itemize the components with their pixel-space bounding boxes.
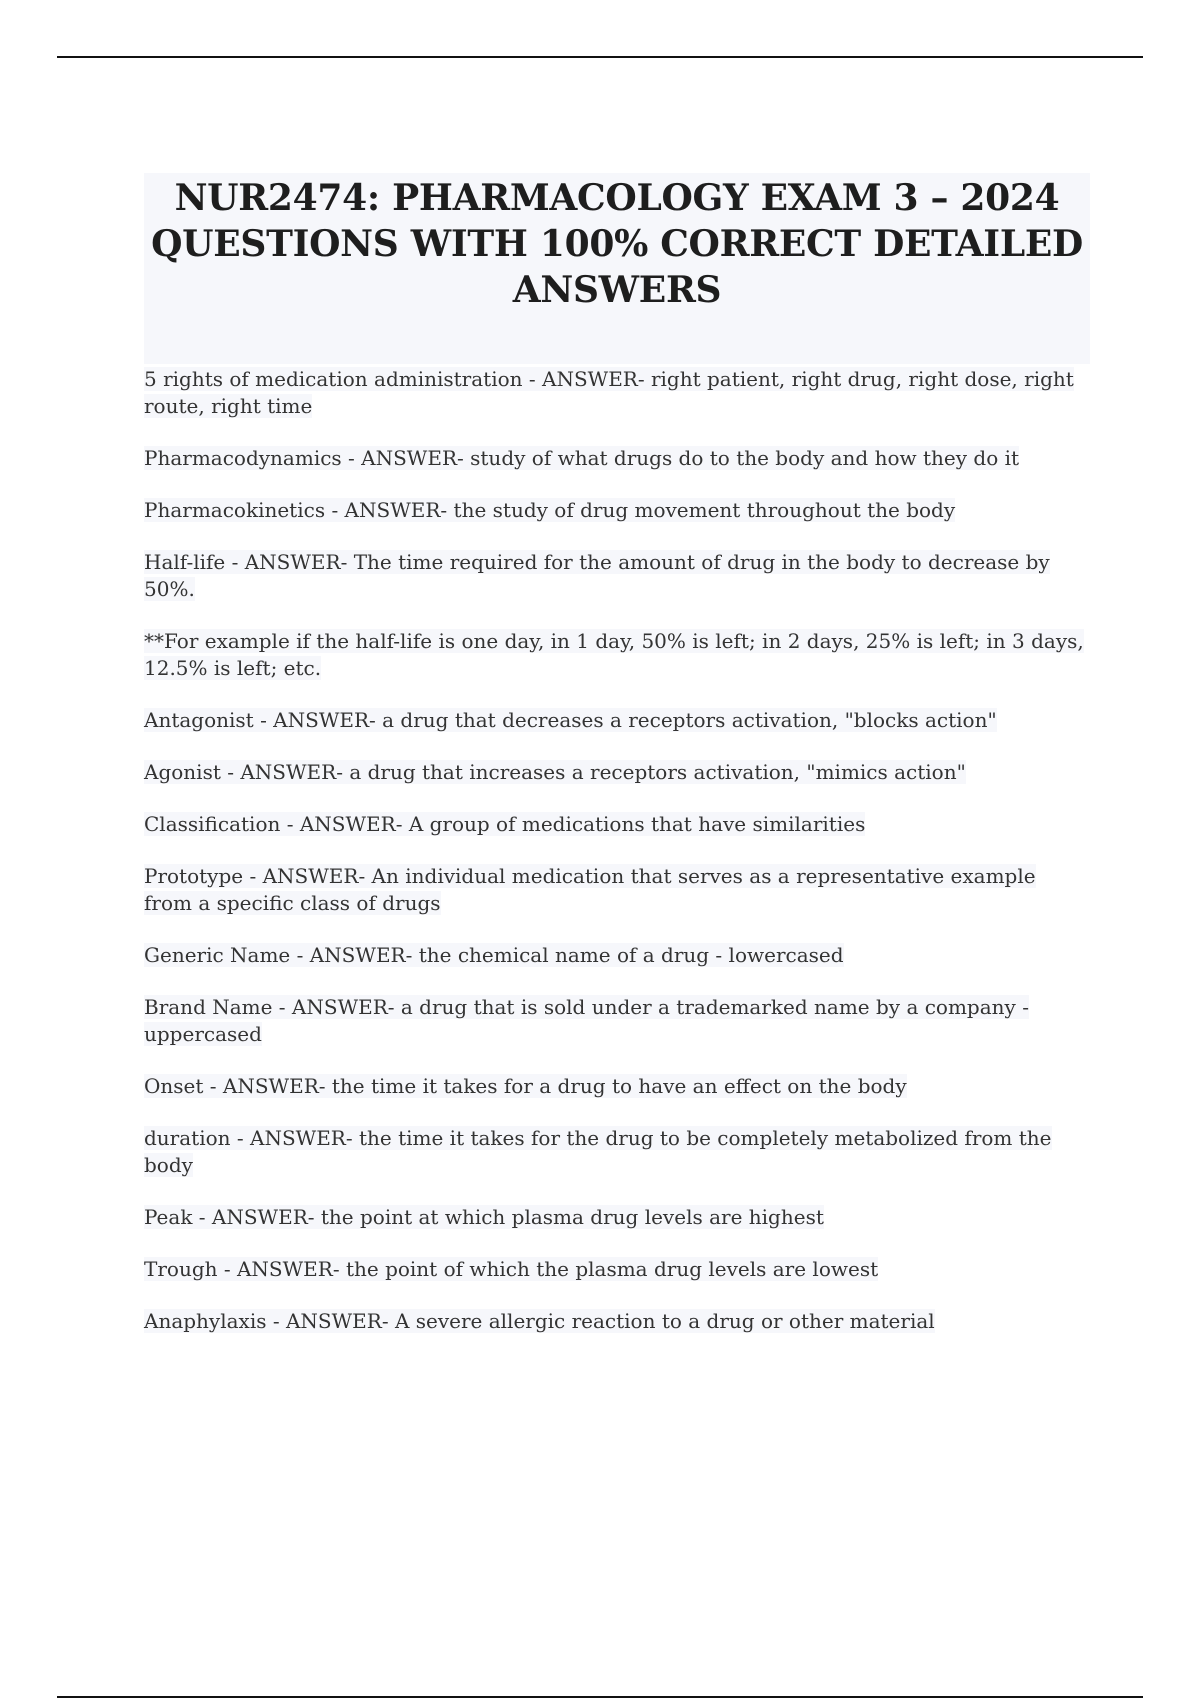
qa-list [144,366,1084,1360]
qa-item: Half-life - ANSWER- The time required for the amount of drug in the body to decrease by 50%. [144,550,1050,601]
qa-item: 5 rights of medication administration - ANSWER- right patient, right drug, right dose, right route, right time [144,367,1074,418]
qa-item: Agonist - ANSWER- a drug that increases a receptors activation, "mimics action" [144,760,966,784]
title-banner [144,173,1090,364]
qa-item: Peak - ANSWER- the point at which plasma drug levels are highest [144,1205,824,1229]
qa-item: Trough - ANSWER- the point of which the plasma drug levels are lowest [144,1257,879,1281]
qa-item: **For example if the half-life is one day, in 1 day, 50% is left; in 2 days, 25% is left; in 3 days, 12.5% is left; etc. [144,629,1084,680]
document-title: NUR2474: PHARMACOLOGY EXAM 3 – 2024 QUESTIONS WITH 100% CORRECT DETAILED ANSWERS [151,177,1083,311]
qa-item: Pharmacodynamics - ANSWER- study of what drugs do to the body and how they do it [144,446,1020,470]
qa-item: duration - ANSWER- the time it takes for the drug to be completely metabolized from the body [144,1126,1052,1177]
qa-item: Generic Name - ANSWER- the chemical name of a drug - lowercased [144,943,844,967]
bottom-divider [57,1696,1143,1698]
qa-item: Classification - ANSWER- A group of medications that have similarities [144,812,866,836]
qa-item: Anaphylaxis - ANSWER- A severe allergic reaction to a drug or other material [144,1309,935,1333]
top-divider [57,56,1143,58]
qa-item: Pharmacokinetics - ANSWER- the study of drug movement throughout the body [144,498,956,522]
qa-item: Prototype - ANSWER- An individual medication that serves as a representative example from a specific class of drugs [144,864,1036,915]
qa-item: Antagonist - ANSWER- a drug that decreases a receptors activation, "blocks action" [144,708,997,732]
qa-item: Brand Name - ANSWER- a drug that is sold under a trademarked name by a company - uppercased [144,995,1029,1046]
qa-item: Onset - ANSWER- the time it takes for a drug to have an effect on the body [144,1074,907,1098]
